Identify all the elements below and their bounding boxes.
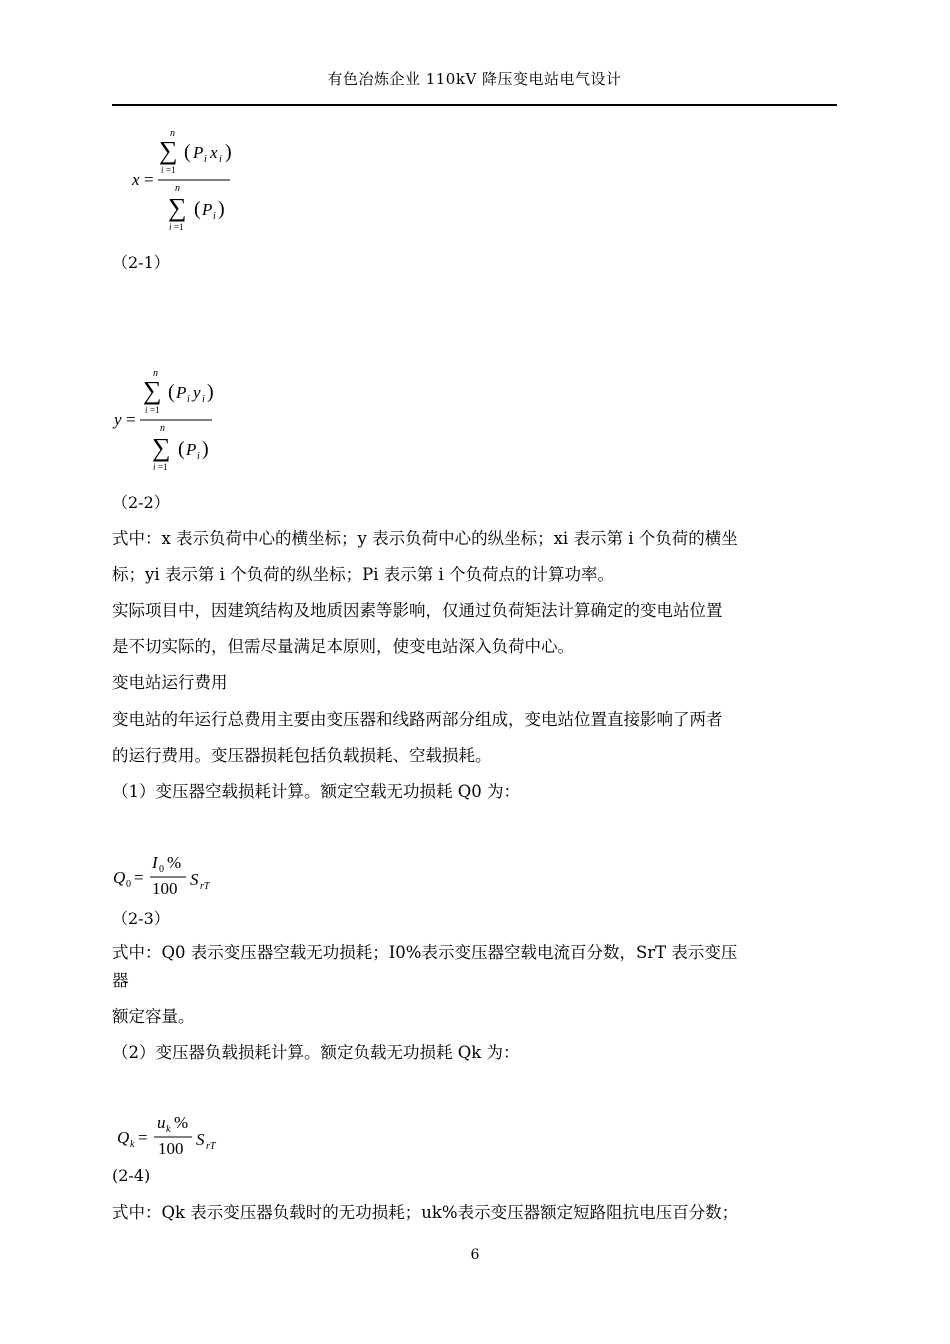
header-rule [112, 104, 837, 106]
page-header-title: 有色冶炼企业 110kV 降压变电站电气设计 [327, 70, 622, 88]
equation-number-2-4: (2-4) [112, 1166, 151, 1185]
svg-text:=1: =1 [174, 222, 184, 232]
formula-2-4 [116, 1108, 236, 1165]
svg-text:n: n [170, 128, 175, 139]
svg-text:n: n [153, 368, 158, 379]
svg-text:i: i [161, 165, 164, 175]
equation-number-2-1: （2-1） [112, 253, 170, 272]
svg-text:i: i [197, 451, 200, 462]
svg-text:i: i [213, 211, 216, 222]
svg-text:): ) [207, 381, 214, 403]
svg-text:S: S [190, 870, 199, 889]
svg-text:P: P [176, 383, 187, 402]
formula-2-2 [112, 368, 242, 483]
svg-text:0: 0 [159, 864, 164, 875]
svg-text:i: i [153, 462, 156, 472]
svg-text:y: y [193, 383, 201, 402]
formula-2-2-lhs: y [114, 410, 122, 429]
svg-text:P: P [186, 440, 197, 459]
svg-text:%: % [174, 1113, 189, 1132]
svg-text:Q: Q [117, 1128, 130, 1147]
svg-text:rT: rT [206, 1141, 216, 1152]
svg-text:=1: =1 [150, 405, 160, 415]
svg-text:n: n [160, 423, 165, 434]
svg-text:u: u [157, 1113, 166, 1132]
paragraph-line: 式中：x 表示负荷中心的横坐标；y 表示负荷中心的纵坐标；xi 表示第 i 个负荷的横坐 [112, 529, 738, 548]
svg-text:i: i [219, 154, 222, 165]
page-number: 6 [470, 1247, 480, 1263]
paragraph-line: 式中：Qk 表示变压器负载时的无功损耗；uk%表示变压器额定短路阻抗电压百分数； [112, 1203, 739, 1222]
svg-text:P: P [193, 143, 204, 162]
svg-text:%: % [167, 853, 182, 872]
svg-text:): ) [218, 198, 225, 220]
svg-text:rT: rT [200, 881, 210, 892]
formula-2-3 [112, 848, 232, 905]
svg-text:i: i [187, 394, 190, 405]
svg-text:(: ( [168, 381, 175, 403]
svg-text:I: I [152, 853, 158, 872]
svg-text:∑: ∑ [159, 136, 178, 165]
section-heading: 变电站运行费用 [112, 673, 228, 692]
svg-text:i: i [145, 405, 148, 415]
svg-text:): ) [202, 438, 209, 460]
paragraph-line: 额定容量。 [112, 1007, 195, 1026]
svg-text:100: 100 [152, 879, 178, 898]
svg-text:i: i [204, 154, 207, 165]
paragraph-line: 的运行费用。变压器损耗包括负载损耗、空载损耗。 [112, 746, 492, 765]
equation-number-2-2: （2-2） [112, 493, 170, 512]
svg-text:i: i [169, 222, 172, 232]
svg-text:k: k [166, 1124, 171, 1135]
paragraph-line: 器 [112, 971, 129, 990]
svg-text:=: = [134, 868, 144, 887]
formula-2-1 [128, 128, 258, 243]
equation-number-2-3: （2-3） [112, 909, 170, 928]
svg-text:(: ( [194, 198, 201, 220]
svg-text:=: = [126, 410, 136, 429]
paragraph-line: 标；yi 表示第 i 个负荷的纵坐标；Pi 表示第 i 个负荷点的计算功率。 [112, 565, 615, 584]
svg-text:Q: Q [113, 868, 126, 887]
svg-text:=1: =1 [158, 462, 168, 472]
svg-text:k: k [130, 1139, 135, 1150]
svg-text:=: = [144, 170, 154, 189]
paragraph-line: （2）变压器负载损耗计算。额定负载无功损耗 Qk 为： [112, 1043, 520, 1062]
svg-text:=1: =1 [166, 165, 176, 175]
paragraph-line: （1）变压器空载损耗计算。额定空载无功损耗 Q0 为： [112, 782, 521, 801]
svg-text:P: P [202, 200, 213, 219]
formula-2-1-lhs: x [132, 170, 140, 189]
paragraph-line: 变电站的年运行总费用主要由变压器和线路两部分组成，变电站位置直接影响了两者 [112, 710, 723, 729]
svg-text:x: x [210, 143, 218, 162]
paragraph-line: 式中：Q0 表示变压器空载无功损耗；I0%表示变压器空载电流百分数，SrT 表示变压 [112, 943, 738, 962]
paragraph-line: 是不切实际的，但需尽量满足本原则，使变电站深入负荷中心。 [112, 637, 574, 656]
svg-text:100: 100 [158, 1139, 184, 1158]
svg-text:=: = [138, 1128, 148, 1147]
svg-text:n: n [175, 183, 180, 194]
paragraph-line: 实际项目中，因建筑结构及地质因素等影响，仅通过负荷矩法计算确定的变电站位置 [112, 601, 723, 620]
svg-text:): ) [225, 141, 232, 163]
svg-text:(: ( [184, 141, 191, 163]
svg-text:i: i [202, 394, 205, 405]
svg-text:∑: ∑ [143, 376, 162, 405]
svg-text:S: S [196, 1130, 205, 1149]
svg-text:∑: ∑ [152, 433, 171, 462]
svg-text:∑: ∑ [168, 193, 187, 222]
svg-text:0: 0 [126, 879, 131, 890]
svg-text:(: ( [178, 438, 185, 460]
